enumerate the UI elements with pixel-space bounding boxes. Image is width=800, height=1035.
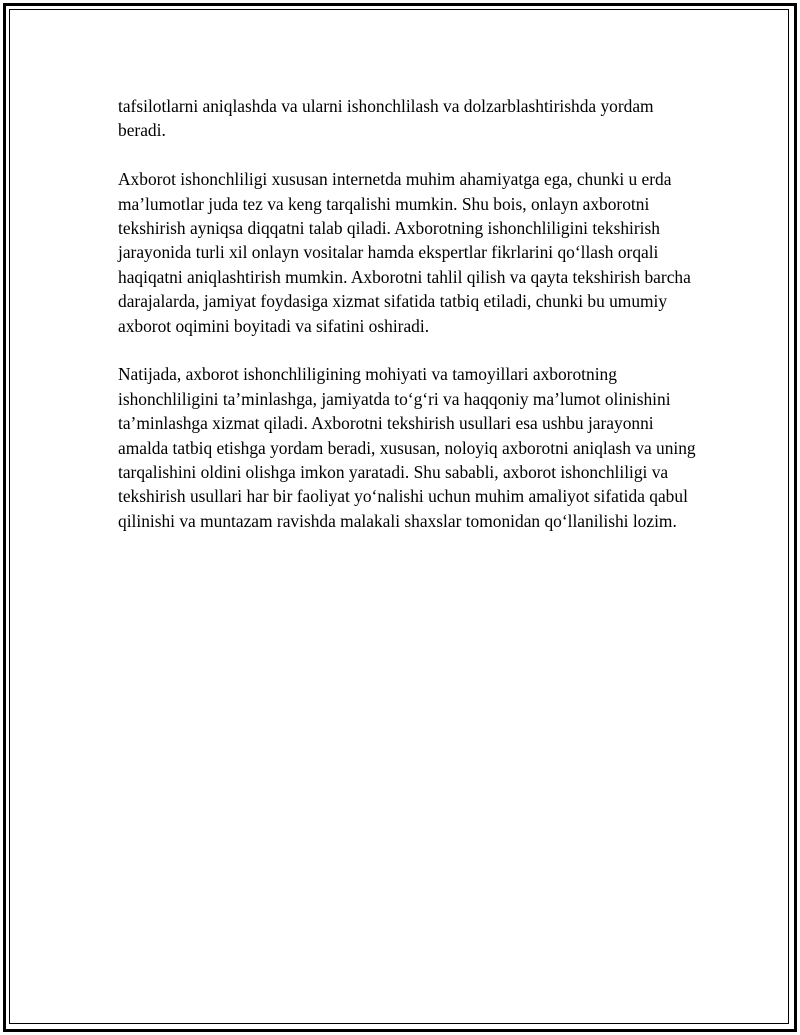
paragraph-online-reliability: Axborot ishonchliligi xususan internetda muhim ahamiyatga ega, chunki u erda ma’lumotlar juda tez va keng tarqalishi mumkin. Shu bois, onlayn axborotni tekshirish ayniqsa diqqatni talab qiladi. Axborotning ishonchliligini tekshirish jarayonida turli xil onlayn vositalar hamda ekspertlar fikrlarini qo‘llash orqali haqiqatni aniqlashtirish mumkin. Axborotni tahlil qilish va qayta tekshirish barcha darajalarda, jamiyat foydasiga xizmat sifatida tatbiq etiladi, chunki bu umumiy axborot oqimini boyitadi va sifatini oshiradi.: [118, 169, 691, 336]
document-body: [118, 94, 703, 558]
paragraph-conclusion: Natijada, axborot ishonchliligining mohiyati va tamoyillari axborotning ishonchliligini ta’minlashga, jamiyatda to‘g‘ri va haqqoniy ma’lumot olinishini ta’minlashga xizmat qiladi. Axborotni tekshirish usullari esa ushbu jarayonni amalda tatbiq etishga yordam beradi, xususan, noloyiq axborotni aniqlash va uning tarqalishini oldini olishga imkon yaratadi. Shu sababli, axborot ishonchliligi va tekshirish usullari har bir faoliyat yo‘nalishi uchun muhim amaliyot sifatida qabul qilinishi va muntazam ravishda malakali shaxslar tomonidan qo‘llanilishi lozim.: [118, 364, 696, 531]
paragraph-continuation: tafsilotlarni aniqlashda va ularni ishonchlilash va dolzarblashtirishda yordam beradi.: [118, 96, 654, 141]
